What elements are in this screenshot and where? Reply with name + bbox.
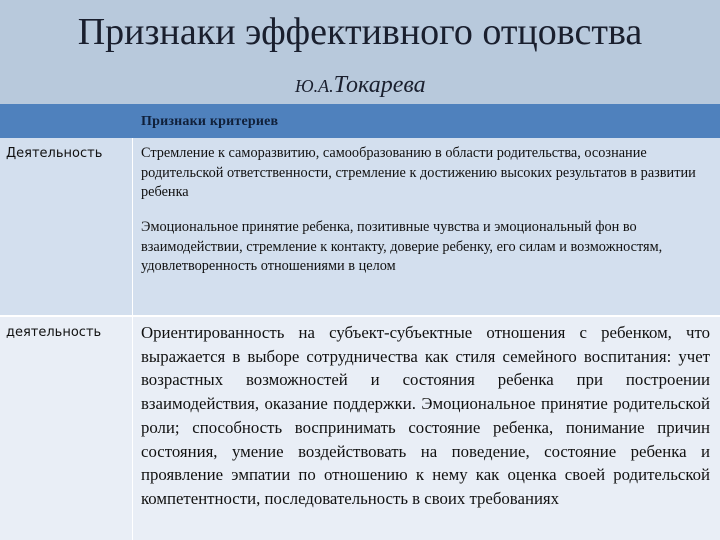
author-surname: Токарева <box>333 72 426 98</box>
row-label: Деятельность <box>6 146 103 161</box>
criteria-paragraph: Стремление к саморазвитию, самообразованию в области родительства, осознание родительской ответственности, стремление к достижению высоких результатов в развитии ребенка <box>141 145 696 200</box>
criteria-paragraph: Эмоциональное принятие ребенка, позитивные чувства и эмоциональный фон во взаимодействии, стремление к контакту, доверие ребенку, его силам и возможностям, удовлетворенность отношениями в целом <box>141 219 663 274</box>
table-header-cell: Признаки критериев <box>141 114 279 129</box>
table-row <box>0 315 720 540</box>
criteria-paragraph: Ориентированность на субъект-субъектные отношения с ребенком, что выражается в выборе сотрудничества как стиля семейного воспитания: учет возрастных возможностей и состояния ребенка при построении взаимодействия, оказание поддержки. Эмоциональное принятие родительской роли; способность воспринимать состояние ребенка, понимание причин состояния, умение воздействовать на поведение, состояние ребенка и проявление эмпатии по отношению к нему как оценка своей родительской компетентности, последовательность в своих требованиях <box>141 323 710 508</box>
row-content-cell <box>133 138 720 315</box>
row-label-cell <box>0 317 133 540</box>
row-label: деятельность <box>6 325 102 340</box>
table-header-row <box>0 104 720 138</box>
table-header-empty-cell <box>0 104 133 138</box>
criteria-table <box>0 104 720 540</box>
author-initials: Ю.А. <box>295 76 334 96</box>
slide-author <box>295 72 426 99</box>
row-content-cell <box>133 317 720 540</box>
row-label-cell <box>0 138 133 315</box>
slide-title: Признаки эффективного отцовства <box>77 11 643 53</box>
table-row <box>0 138 720 315</box>
paragraph-divider <box>133 208 720 209</box>
